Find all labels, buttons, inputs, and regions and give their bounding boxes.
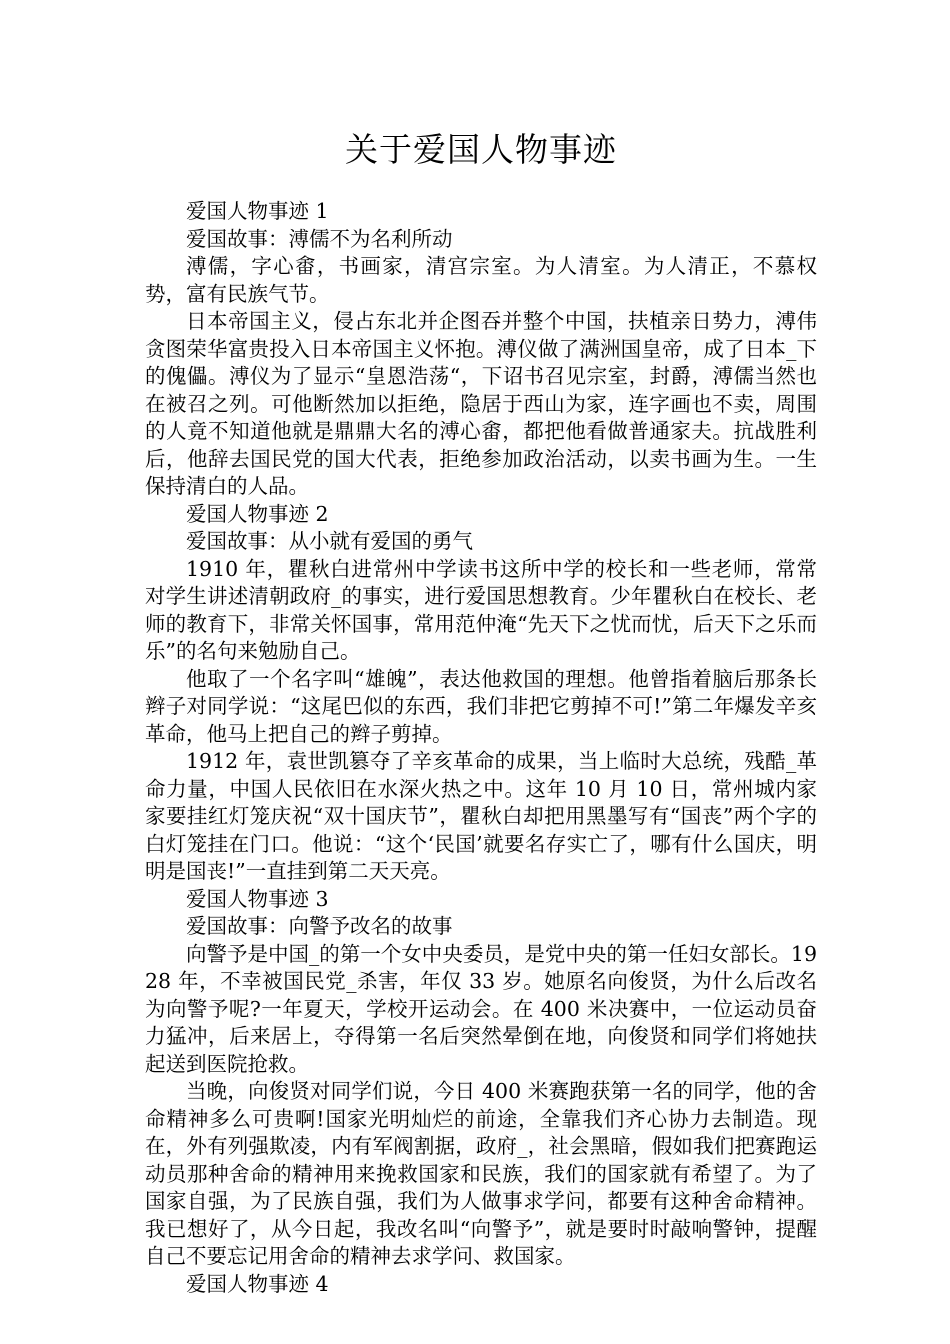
section-heading: 爱国人物事迹 2: [186, 501, 329, 526]
story-title: 爱国故事：向警予改名的故事: [186, 914, 453, 938]
story-title: 爱国故事：从小就有爱国的勇气: [186, 529, 473, 553]
body-paragraph: 1910 年，瞿秋白进常州中学读书这所中学的校长和一些老师，常常对学生讲述清朝政府_的事实，进行爱国思想教育。少年瞿秋白在校长、老师的教育下，非常关怀国事，常用范仲淹“先天下之忧而忧，后天下之乐而乐”的名句来勉励自己。: [145, 556, 817, 663]
story-title: 爱国故事：溥儒不为名利所动: [186, 226, 453, 251]
body-paragraph: 日本帝国主义，侵占东北并企图吞并整个中国，扶植亲日势力，溥伟贪图荣华富贵投入日本帝国主义怀抱。溥仪做了满洲国皇帝，成了日本_下的傀儡。溥仪为了显示“皇恩浩荡“，下诏书召见宗室，封爵，溥儒当然也在被召之列。可他断然加以拒绝，隐居于西山为家，连字画也不卖，周围的人竟不知道他就是鼎鼎大名的溥心畬，都把他看做普通家夫。抗战胜利后，他辞去国民党的国大代表，拒绝参加政治活动，以卖书画为生。一生保持清白的人品。: [145, 309, 817, 498]
body-paragraph: 他取了一个名字叫“雄魄”，表达他救国的理想。他曾指着脑后那条长辫子对同学说：“这尾巴似的东西，我们非把它剪掉不可!”第二年爆发辛亥革命，他马上把自己的辫子剪掉。: [145, 666, 817, 746]
section-heading: 爱国人物事迹 3: [186, 886, 329, 911]
document-body: [145, 198, 817, 1298]
body-paragraph: 溥儒，字心畬，书画家，清宫宗室。为人清室。为人清正，不慕权势，富有民族气节。: [145, 254, 817, 306]
section-heading: 爱国人物事迹 4: [186, 1271, 329, 1296]
body-paragraph: 当晚，向俊贤对同学们说，今日 400 米赛跑获第一名的同学，他的舍命精神多么可贵啊!国家光明灿烂的前途，全靠我们齐心协力去制造。现在，外有列强欺凌，内有军阀割据，政府_，社会黑暗，假如我们把赛跑运动员那种舍命的精神用来挽救国家和民族，我们的国家就有希望了。为了国家自强，为了民族自强，我们为人做事求学问，都要有这种舍命精神。我已想好了，从今日起，我改名叫“向警予”，就是要时时敲响警钟，提醒自己不要忘记用舍命的精神去求学问、救国家。: [145, 1079, 817, 1268]
document-title: 关于爱国人物事迹: [345, 130, 617, 169]
body-paragraph: 1912 年，袁世凯篡夺了辛亥革命的成果，当上临时大总统，残酷_革命力量，中国人民依旧在水深火热之中。这年 10 月 10 日，常州城内家家要挂红灯笼庆祝“双十国庆节”，瞿秋白却把用黑墨写有“国丧”两个字的白灯笼挂在门口。他说：“这个‘民国’就要名存实亡了，哪有什么国庆，明明是国丧!”一直挂到第二天天亮。: [145, 749, 817, 883]
body-paragraph: 向警予是中国_的第一个女中央委员，是党中央的第一任妇女部长。1928 年，不幸被国民党_杀害，年仅 33 岁。她原名向俊贤，为什么后改名为向警予呢?一年夏天，学校开运动会。在 400 米决赛中，一位运动员奋力猛冲，后来居上，夺得第一名后突然晕倒在地，向俊贤和同学们将她扶起送到医院抢救。: [145, 941, 817, 1076]
section-heading: 爱国人物事迹 1: [186, 199, 329, 223]
document-page: [145, 0, 817, 1344]
